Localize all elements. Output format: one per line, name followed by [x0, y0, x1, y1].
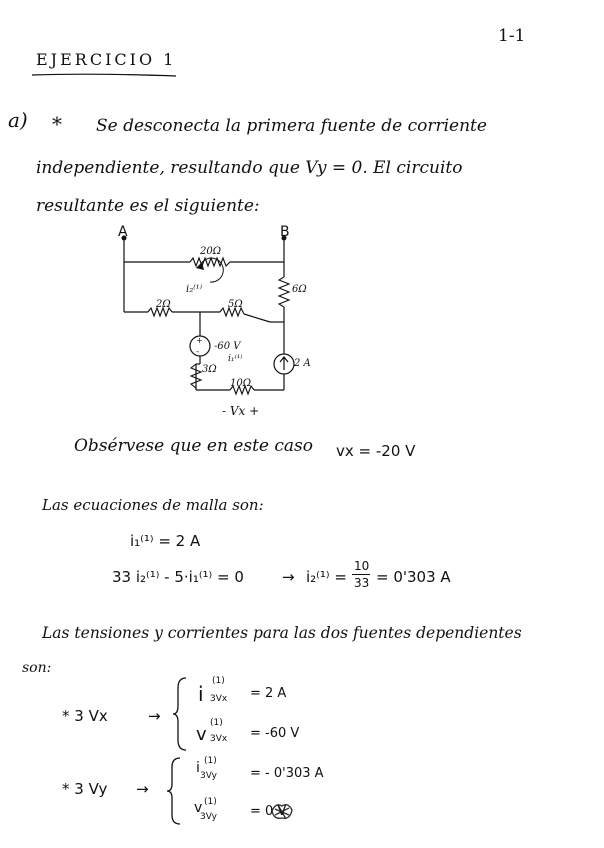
vy-source-arrow: → [136, 780, 149, 798]
vx-brace-icon [172, 676, 188, 752]
observation-text: Obsérvese que en este caso [74, 436, 313, 456]
vx-source-label: * 3 Vx [62, 707, 108, 725]
mesh-eq-arrow: → [282, 568, 295, 586]
vx-current-symbol: i [198, 682, 204, 706]
exercise-title: EJERCICIO 1 [36, 50, 177, 69]
vx-voltage-value: = -60 V [250, 726, 300, 741]
resistor-20-label: 20Ω [200, 246, 222, 257]
mesh-equations-intro: Las ecuaciones de malla son: [42, 496, 264, 514]
vx-current-value: = 2 A [250, 686, 287, 701]
observation-formula: vx = -20 V [336, 442, 416, 460]
mesh-result-lhs: i₂⁽¹⁾ = [306, 568, 347, 586]
paragraph-line-2: independiente, resultando que Vy = 0. El circuito [36, 158, 463, 178]
vy-current-symbol: i [196, 760, 200, 776]
resistor-6-label: 6Ω [292, 284, 307, 295]
title-underline [30, 72, 180, 78]
vy-source-label: * 3 Vy [62, 780, 108, 798]
vy-voltage-symbol: v [194, 800, 203, 816]
vx-voltage-subscript: 3Vx [210, 734, 228, 744]
circuit-diagram [110, 222, 350, 424]
vy-voltage-value: = 0 V [250, 804, 287, 819]
vy-voltage-superscript: (1) [204, 797, 217, 807]
vy-current-value: = - 0'303 A [250, 766, 324, 781]
vx-voltage-superscript: (1) [210, 718, 223, 728]
mesh-result-rhs: = 0'303 A [376, 568, 451, 586]
scribble-mark-icon [270, 800, 294, 822]
vx-label: - Vx + [222, 404, 260, 418]
mesh-eq-1: i₁⁽¹⁾ = 2 A [130, 532, 201, 550]
sources-intro-line-1: Las tensiones y corrientes para las dos fuentes dependientes [42, 624, 522, 642]
paragraph-line-1: Se desconecta la primera fuente de corriente [96, 116, 487, 136]
vx-source-arrow: → [148, 707, 161, 725]
node-b-label: B [280, 224, 290, 240]
vy-current-superscript: (1) [204, 756, 217, 766]
page-number: 1-1 [498, 26, 526, 46]
resistor-10-label: 10Ω [230, 378, 252, 389]
mesh-result-numerator: 10 [354, 559, 370, 573]
paragraph-line-3: resultante es el siguiente: [36, 196, 260, 216]
svg-text:-: - [196, 347, 200, 357]
sources-intro-line-2: son: [22, 660, 52, 676]
vx-current-superscript: (1) [212, 676, 225, 686]
voltage-source-current-label: i₁⁽¹⁾ [228, 354, 243, 364]
node-a-label: A [118, 224, 128, 240]
mesh-result-denominator: 33 [354, 576, 370, 590]
part-a-bullet: * [52, 112, 62, 136]
resistor-3-label: 3Ω [202, 364, 217, 375]
vx-current-subscript: 3Vx [210, 694, 228, 704]
vy-voltage-subscript: 3Vy [200, 812, 217, 822]
vx-voltage-symbol: v [196, 724, 207, 745]
vy-brace-icon [166, 756, 182, 826]
resistor-2-label: 2Ω [156, 299, 171, 310]
part-a-marker: a) [8, 108, 28, 132]
resistor-5-label: 5Ω [228, 299, 243, 310]
vy-current-subscript: 3Vy [200, 771, 217, 781]
fraction-bar [352, 574, 370, 575]
mesh-current-label: i₂⁽¹⁾ [186, 284, 203, 295]
svg-text:+: + [196, 336, 203, 345]
current-source-label: 2 A [294, 358, 311, 369]
mesh-eq-2: 33 i₂⁽¹⁾ - 5·i₁⁽¹⁾ = 0 [112, 568, 244, 586]
voltage-source-label: -60 V [214, 341, 241, 352]
